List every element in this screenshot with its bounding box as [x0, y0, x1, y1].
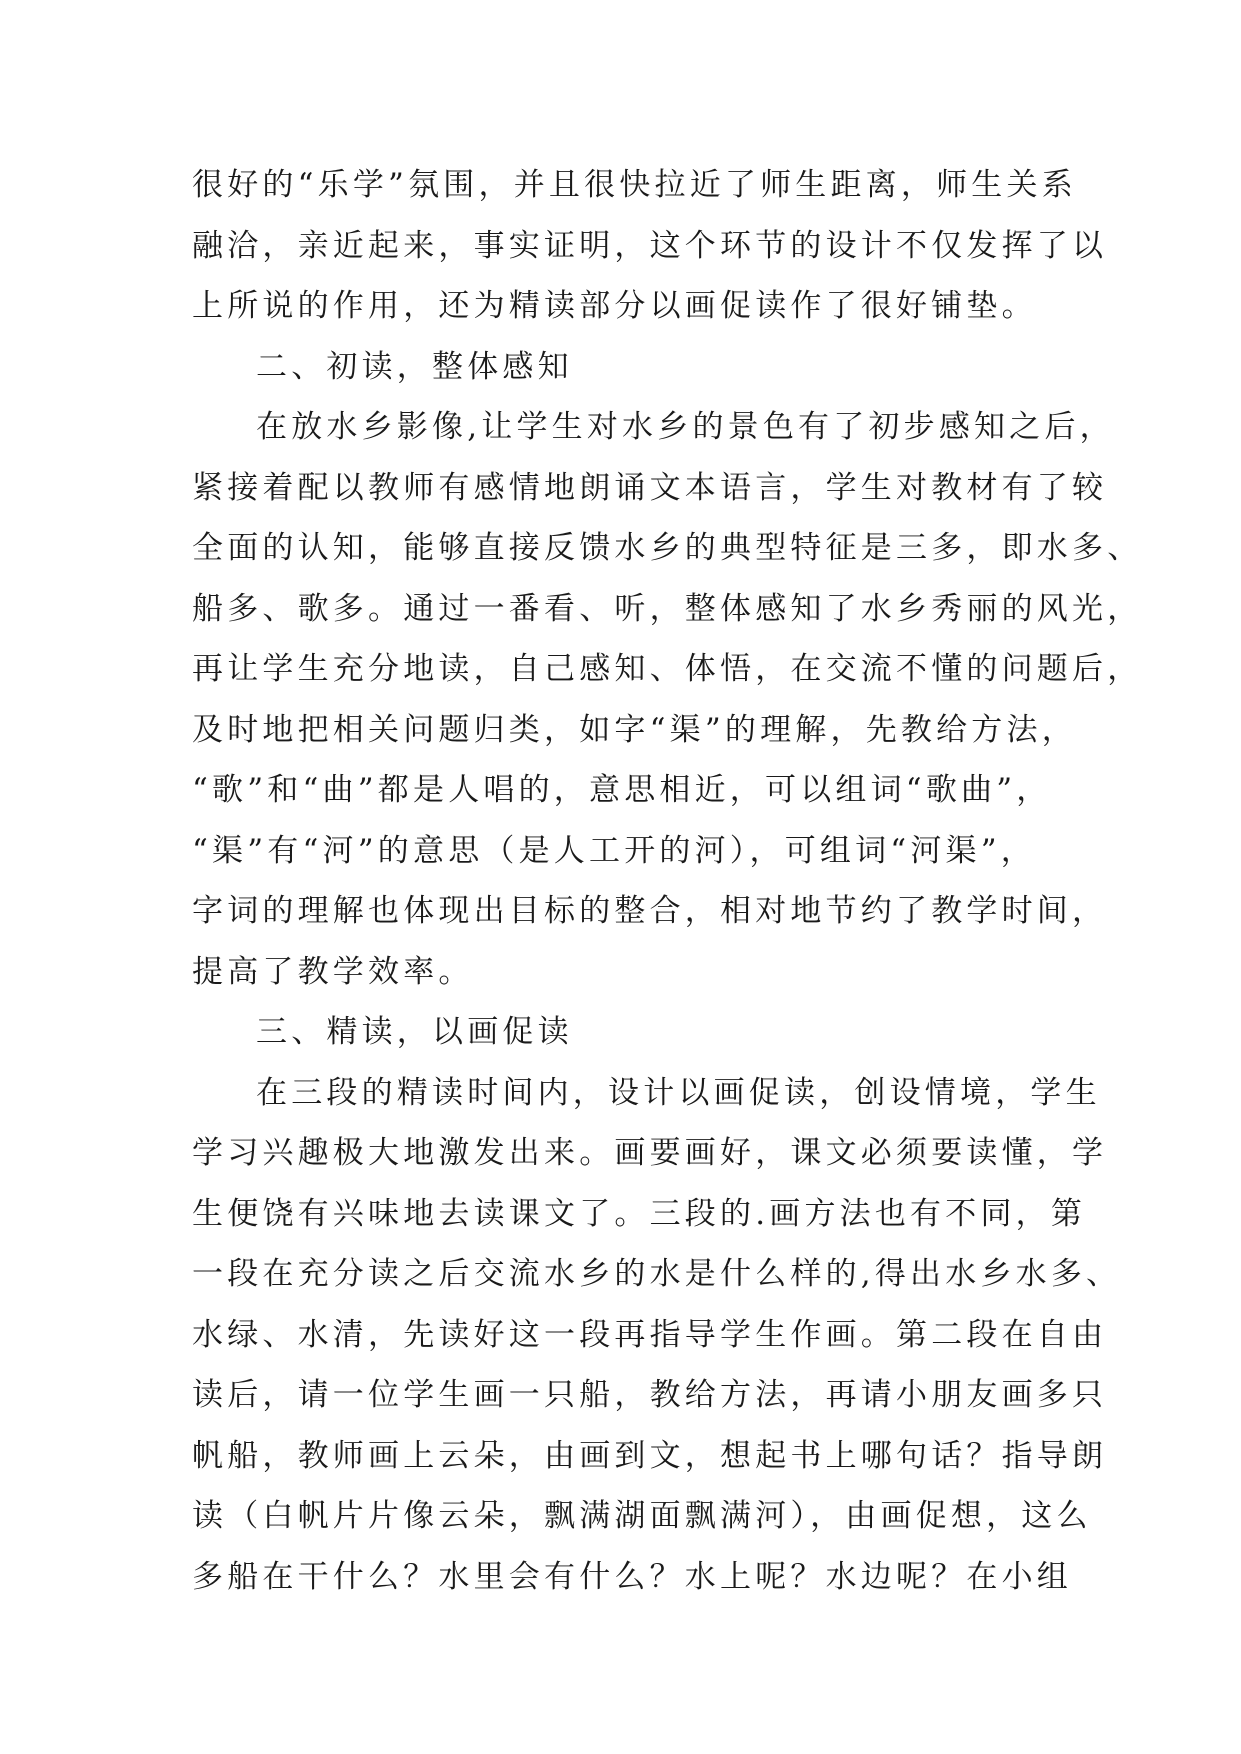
text-line: “歌”和“曲”都是人唱的，意思相近，可以组词“歌曲”， [192, 772, 1052, 808]
text-line: 生便饶有兴味地去读课文了。三段的.画方法也有不同，第 [192, 1195, 1087, 1232]
text-line: 及时地把相关问题归类，如字“渠”的理解，先教给方法， [192, 711, 1077, 748]
text-line: 紧接着配以教师有感情地朗诵文本语言，学生对教材有了较 [192, 469, 1108, 506]
text-line: 船多、歌多。通过一番看、听，整体感知了水乡秀丽的风光， [192, 590, 1143, 627]
text-line: 提高了教学效率。 [192, 953, 474, 990]
paragraph-start: 在三段的精读时间内，设计以画促读，创设情境，学生 [256, 1074, 1101, 1111]
text-line: 全面的认知，能够直接反馈水乡的典型特征是三多，即水多、 [192, 530, 1143, 566]
document-body [192, 155, 1143, 1607]
paragraph-start: 在放水乡影像,让学生对水乡的景色有了初步感知之后， [256, 409, 1115, 445]
text-line: “渠”有“河”的意思（是人工开的河），可组词“河渠”， [192, 832, 1036, 869]
text-line: 水绿、水清，先读好这一段再指导学生作画。第二段在自由 [192, 1316, 1108, 1353]
text-line: 很好的“乐学”氛围，并且很快拉近了师生距离，师生关系 [192, 167, 1077, 203]
text-line: 再让学生充分地读，自己感知、体悟，在交流不懂的问题后， [192, 651, 1143, 687]
section-heading-first-reading: 二、初读，整体感知 [256, 348, 573, 385]
text-line: 融洽，亲近起来，事实证明，这个环节的设计不仅发挥了以 [192, 227, 1108, 264]
text-line: 读（白帆片片像云朵，飘满湖面飘满河），由画促想，这么 [192, 1498, 1092, 1534]
text-line: 上所说的作用，还为精读部分以画促读作了很好铺垫。 [192, 288, 1037, 324]
text-line: 字词的理解也体现出目标的整合，相对地节约了教学时间， [192, 893, 1108, 929]
text-line: 多船在干什么？水里会有什么？水上呢？水边呢？在小组 [192, 1558, 1072, 1595]
section-heading-close-reading: 三、精读，以画促读 [256, 1014, 573, 1050]
text-line: 一段在充分读之后交流水乡的水是什么样的,得出水乡水多、 [192, 1256, 1122, 1292]
text-line: 读后，请一位学生画一只船，教给方法，再请小朋友画多只 [192, 1377, 1108, 1413]
text-line: 学习兴趣极大地激发出来。画要画好，课文必须要读懂，学 [192, 1135, 1108, 1171]
text-line: 帆船，教师画上云朵，由画到文，想起书上哪句话？指导朗 [192, 1437, 1108, 1474]
